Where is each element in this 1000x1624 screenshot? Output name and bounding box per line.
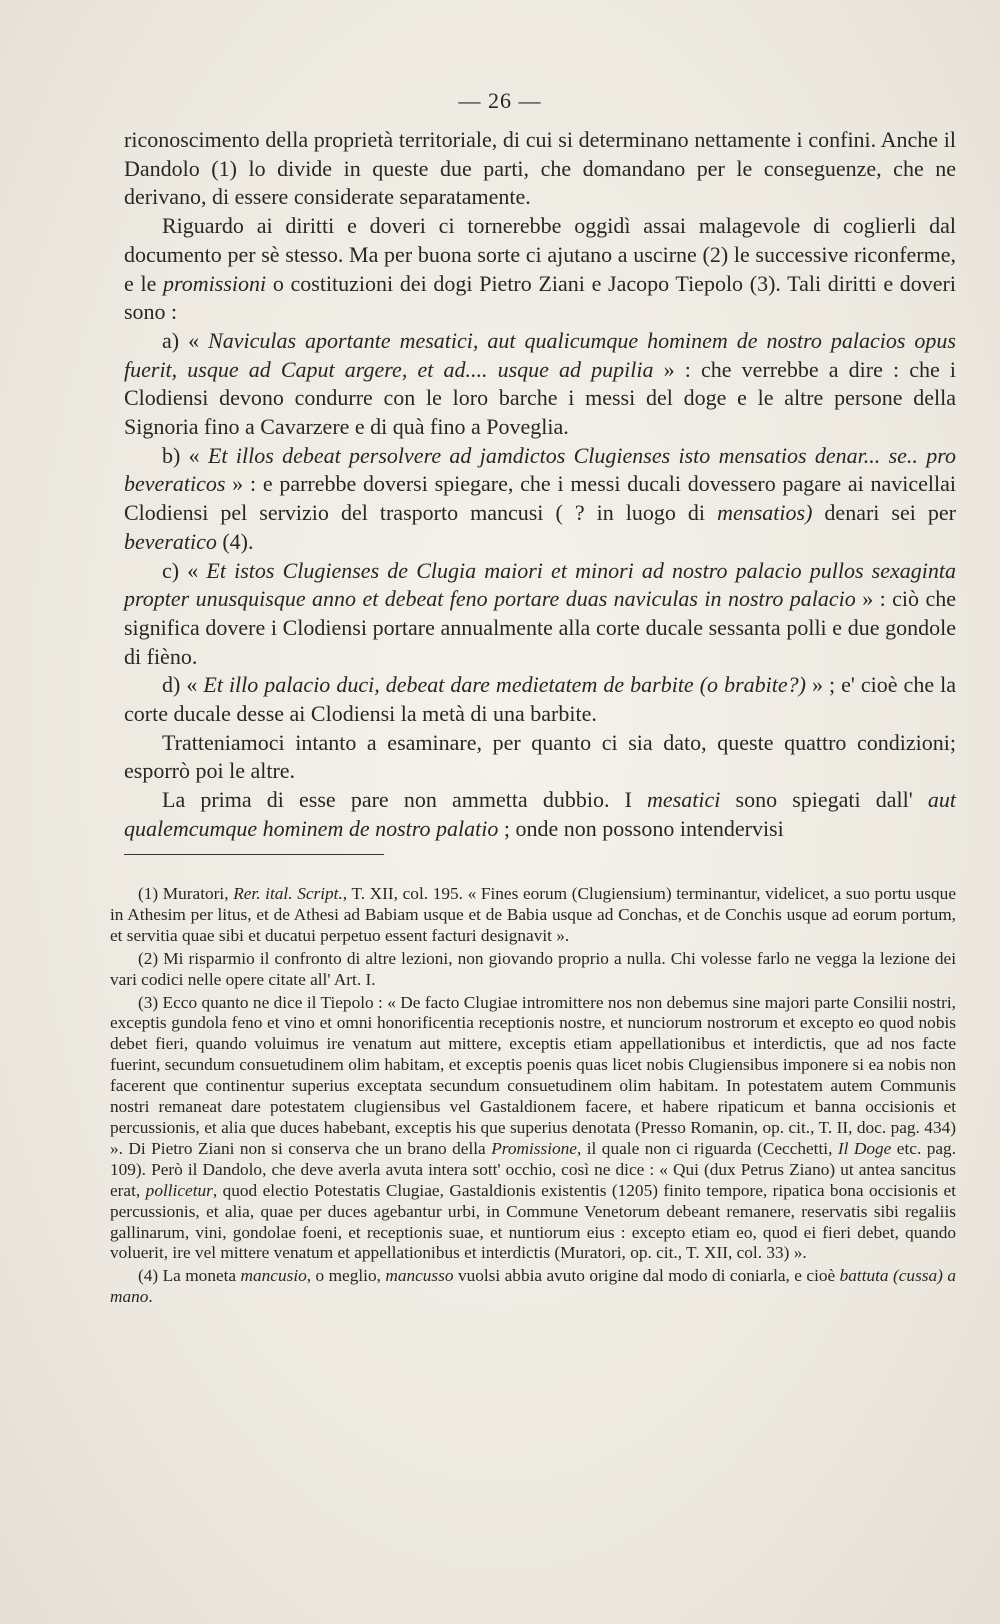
footnote: (4) La moneta mancusio, o meglio, mancusso vuolsi abbia avuto origine dal modo di coniarla, e cioè battuta (cussa) a mano. [110,1266,956,1307]
paragraph: a) « Naviculas aportante mesatici, aut qualicumque hominem de nostro palacios opus fuerit, usque ad Caput argere, et ad.... usque ad pupilia » : che verrebbe a dire : che i Clodiensi devono condurre con le loro barche i messi del doge e le altre persone della Signoria fino a Cavarzere e di quà fino a Poveglia. [124,327,956,440]
main-text [124,126,956,844]
footnotes [110,884,956,1310]
footnote: (1) Muratori, Rer. ital. Script., T. XII, col. 195. « Fines eorum (Clugiensium) terminantur, videlicet, a suo portu usque in Athesim per litus, et de Athesi ad Babiam usque et de Babia usque ad Conchas, et de Conchis usque ad eorum portum, et servitia quae sibi et ducatui perpetuo essent facturi designavit ». [110,884,956,945]
page-number: — 26 — [458,88,542,113]
paragraph: d) « Et illo palacio duci, debeat dare medietatem de barbite (o brabite?) » ; e' cioè che la corte ducale desse ai Clodiensi la metà di una barbite. [124,672,956,727]
paragraph: c) « Et istos Clugienses de Clugia maiori et minori ad nostro palacio pullos sexaginta propter unusquisque anno et debeat feno portare duas naviculas in nostro palacio » : ciò che significa dovere i Clodiensi portare annualmente alla corte ducale sessanta polli e due gondole di fièno. [124,557,956,669]
paragraph: Riguardo ai diritti e doveri ci tornerebbe oggidì assai malagevole di coglierli dal documento per sè stesso. Ma per buona sorte ci ajutano a uscirne (2) le successive riconferme, e le promissioni o costituzioni dei dogi Pietro Ziani e Jacopo Tiepolo (3). Tali diritti e doveri sono : [124,213,956,325]
footnote-divider [124,854,384,855]
paragraph: riconoscimento della proprietà territoriale, di cui si determinano nettamente i confini. Anche il Dandolo (1) lo divide in queste due parti, che domandano per le conseguenze, che ne derivano, di essere considerate separatamente. [124,127,956,210]
footnote: (2) Mi risparmio il confronto di altre lezioni, non giovando proprio a nulla. Chi volesse farlo ne vegga la lezione dei vari codici nelle opere citate all' Art. I. [110,948,956,989]
paragraph: b) « Et illos debeat persolvere ad jamdictos Clugienses isto mensatios denar... se.. pro beveraticos » : e parrebbe doversi spiegare, che i messi ducali dovessero pagare ai navicellai Clodiensi pel servizio del trasporto mancusi ( ? in luogo di mensatios) denari sei per beveratico (4). [124,442,957,554]
paragraph: La prima di esse pare non ammetta dubbio. I mesatici sono spiegati dall' aut qualemcumque hominem de nostro palatio ; onde non possono intendervisi [124,787,956,841]
footnote: (3) Ecco quanto ne dice il Tiepolo : « De facto Clugiae intromittere nos non debemus sine majori parte Consilii nostri, exceptis gundola feno et vino et omni honorificentia receptionis nostre, et nunciorum nostrorum et excepto eo quod nobis debet fieri, quando voluimus ire venatum aut mittere, exceptis etiam appellationibus et interdictis, que ad nos facte fuerint, secundum consuetudinem olim habitam, et exceptis poenis quas licet nobis Clugiensibus imponere si ea nobis non facerent que continentur superius exceptata secundum consuetudinem olim habitam. In potestatem autem Communis nostri remaneat dare potestatem clugiensibus vel Gastaldionem facere, et habere ripaticum et banna occisionis et percussionis, et alia que duces habebant, exceptis his que superius denotata (Presso Romanin, op. cit., T. II, doc. pag. 434) ». Di Pietro Ziani non si conserva che un brano della Promissione, il quale non ci riguarda (Cecchetti, Il Doge etc. pag. 109). Però il Dandolo, che deve averla avuta intera sott' occhio, così ne dice : « Qui (dux Petrus Ziano) ut antea sancitus erat, pollicetur, quod electio Potestatis Clugiae, Gastaldionis existentis (1205) finito tempore, ripatica bona occisionis et percussionis, et alia, quae per duces agebantur urbi, in Commune Venetorum debeant remanere, reservatis sibi regaliis gallinarum, vini, gondolae foeni, et receptionis suae, et nuntiorum eius : excepto etiam eo, quod ei fieri debet, quando voluerit, ire vel mittere venatum et appellationibus et interdictis (Muratori, op. cit., T. XII, col. 33) ». [110,992,957,1263]
paragraph: Tratteniamoci intanto a esaminare, per quanto ci sia dato, queste quattro condizioni; esporrò poi le altre. [124,729,956,784]
